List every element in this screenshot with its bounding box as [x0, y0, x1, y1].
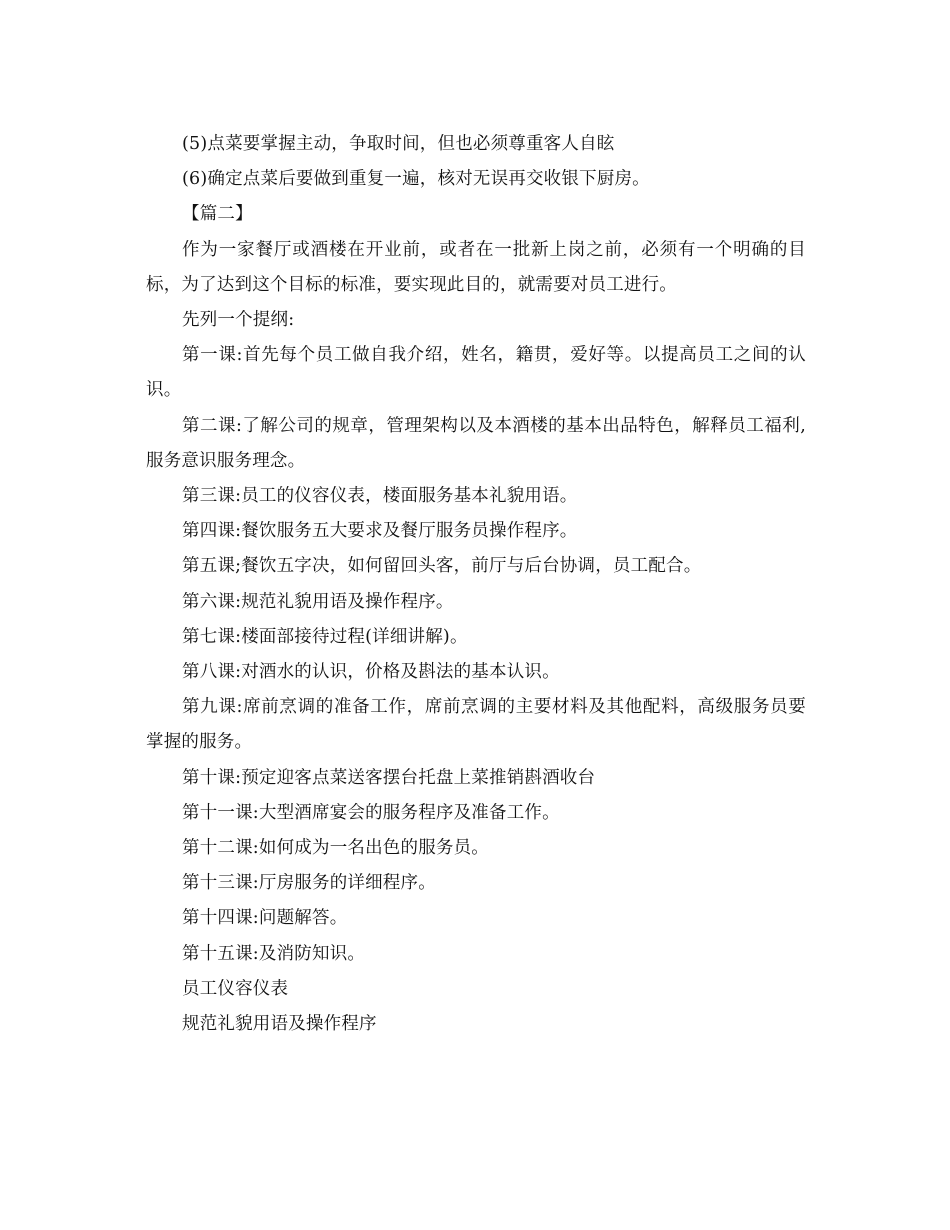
lesson-item: 第十五课:及消防知识。: [182, 943, 366, 964]
paragraph-outline-label: 先列一个提纲:: [182, 310, 295, 331]
lesson-item: 第三课:员工的仪容仪表，楼面服务基本礼貌用语。: [182, 486, 578, 507]
lesson-item: 第十三课:厅房服务的详细程序。: [182, 873, 436, 894]
document-body: [146, 127, 806, 1042]
subheading-appearance: 员工仪容仪表: [182, 978, 289, 999]
lesson-item: 第一课:首先每个员工做自我介绍，姓名，籍贯，爱好等。以提高员工之间的认识。: [146, 345, 806, 401]
lesson-item: 第十二课:如何成为一名出色的服务员。: [182, 838, 489, 859]
lesson-item: 第八课:对酒水的认识，价格及斟法的基本认识。: [182, 662, 560, 683]
section-heading: 【篇二】: [182, 204, 253, 225]
lesson-item: 第五课;餐饮五字决，如何留回头客，前厅与后台协调，员工配合。: [182, 556, 702, 577]
lesson-item: 第九课:席前烹调的准备工作，席前烹调的主要材料及其他配料，高级服务员要掌握的服务。: [146, 697, 806, 753]
paragraph-point-5: (5)点菜要掌握主动，争取时间，但也必须尊重客人自眩: [182, 134, 615, 154]
subheading-etiquette: 规范礼貌用语及操作程序: [182, 1014, 377, 1035]
lesson-item: 第二课:了解公司的规章，管理架构以及本酒楼的基本出品特色，解释员工福利,服务意识服务理念。: [146, 415, 806, 471]
lesson-item: 第十课:预定迎客点菜送客摆台托盘上菜推销斟酒收台: [182, 767, 596, 788]
lesson-item: 第十一课:大型酒席宴会的服务程序及准备工作。: [182, 802, 560, 823]
paragraph-point-6: (6)确定点菜后要做到重复一遍，核对无误再交收银下厨房。: [182, 169, 650, 190]
lesson-item: 第六课:规范礼貌用语及操作程序。: [182, 591, 454, 612]
paragraph-intro: 作为一家餐厅或酒楼在开业前，或者在一批新上岗之前，必须有一个明确的目标，为了达到这个目标的标准，要实现此目的，就需要对员工进行。: [146, 239, 806, 295]
lesson-item: 第四课:餐饮服务五大要求及餐厅服务员操作程序。: [182, 521, 578, 542]
lesson-item: 第十四课:问题解答。: [182, 908, 348, 929]
lesson-item: 第七课:楼面部接待过程(详细讲解)。: [182, 626, 468, 647]
